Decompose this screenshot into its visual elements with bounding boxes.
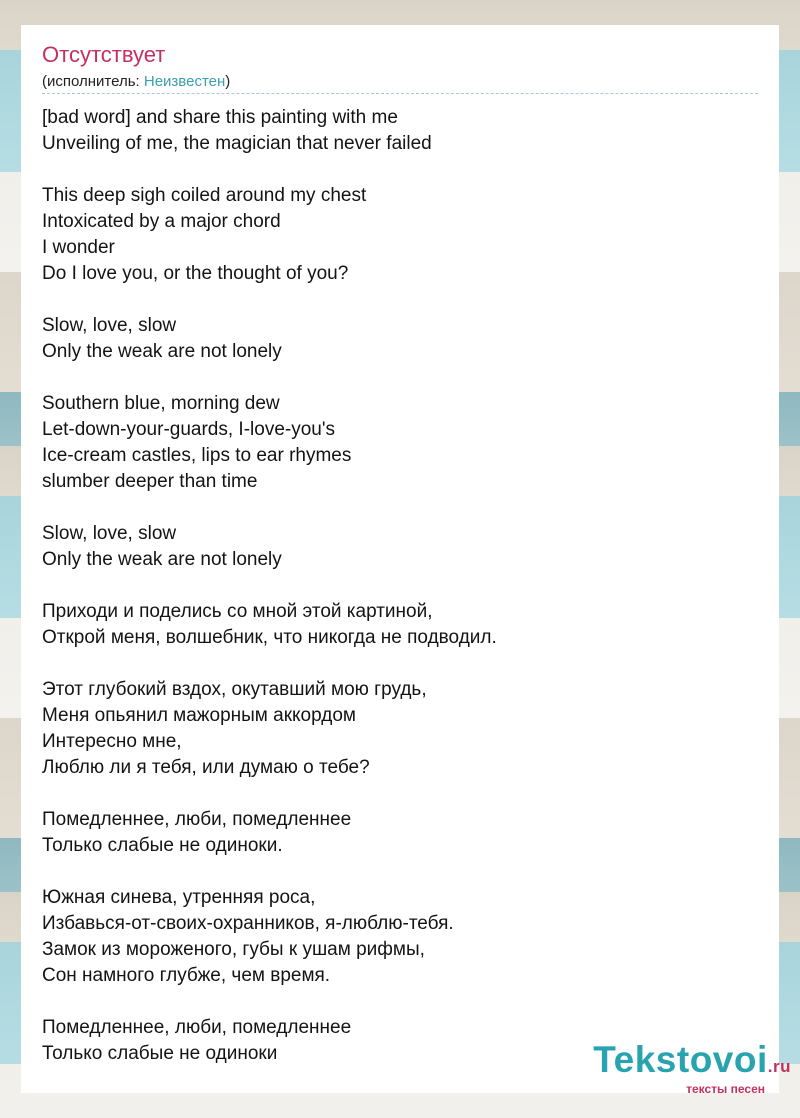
lyric-line: Только слабые не одиноки	[42, 1043, 278, 1064]
lyric-line	[42, 651, 759, 677]
lyric-line: Slow, love, slow	[42, 315, 177, 336]
song-title: Отсутствует	[42, 42, 166, 67]
lyric-line: Помедленнее, люби, помедленнее	[42, 809, 352, 830]
lyric-line: Этот глубокий вздох, окутавший мою грудь,	[42, 679, 427, 700]
lyric-line: Интересно мне,	[42, 731, 182, 752]
lyric-line	[42, 573, 759, 599]
lyric-line: Замок из мороженого, губы к ушам рифмы,	[42, 939, 425, 960]
logo-tld: .ru	[767, 1057, 791, 1076]
logo-tagline: тексты песен	[686, 1082, 765, 1096]
lyric-line: Сон намного глубже, чем время.	[42, 965, 331, 986]
lyric-line: Ice-cream castles, lips to ear rhymes	[42, 445, 352, 466]
artist-link[interactable]: Неизвестен	[143, 73, 226, 90]
lyric-line: Do I love you, or the thought of you?	[42, 263, 349, 284]
lyrics-card	[21, 25, 779, 1093]
lyric-line	[42, 495, 759, 521]
lyric-line: Only the weak are not lonely	[42, 549, 282, 570]
lyric-line: Помедленнее, люби, помедленнее	[42, 1017, 352, 1038]
lyric-line: Intoxicated by a major chord	[42, 211, 281, 232]
lyric-line: [bad word] and share this painting with me	[42, 107, 398, 128]
site-logo[interactable]	[593, 1041, 791, 1096]
artist-suffix: )	[225, 73, 231, 90]
lyric-line	[42, 989, 759, 1015]
lyric-line	[42, 287, 759, 313]
lyric-line: Приходи и поделись со мной этой картиной,	[42, 601, 433, 622]
lyric-line: I wonder	[42, 237, 115, 258]
lyric-line: Меня опьянил мажорным аккордом	[42, 705, 356, 726]
lyric-line: Люблю ли я тебя, или думаю о тебе?	[42, 757, 370, 778]
lyric-line: Избавься-от-своих-охранников, я-люблю-тебя.	[42, 913, 454, 934]
lyric-line	[42, 859, 759, 885]
lyrics-body	[42, 105, 759, 1067]
lyric-line: Only the weak are not lonely	[42, 341, 282, 362]
lyric-line	[42, 157, 759, 183]
lyric-line: Южная синева, утренняя роса,	[42, 887, 316, 908]
lyric-line: Southern blue, morning dew	[42, 393, 280, 414]
logo-name: Tekstovoi	[593, 1039, 768, 1080]
artist-prefix: (исполнитель:	[42, 73, 144, 90]
lyric-line: This deep sigh coiled around my chest	[42, 185, 367, 206]
lyric-line: Открой меня, волшебник, что никогда не подводил.	[42, 627, 497, 648]
artist-line	[42, 73, 230, 90]
lyric-line: Unveiling of me, the magician that never failed	[42, 133, 432, 154]
lyric-line	[42, 365, 759, 391]
lyric-line: Let-down-your-guards, I-love-you's	[42, 419, 335, 440]
lyric-line: slumber deeper than time	[42, 471, 258, 492]
lyric-line	[42, 781, 759, 807]
title-divider	[42, 93, 758, 94]
lyric-line: Только слабые не одиноки.	[42, 835, 283, 856]
lyric-line: Slow, love, slow	[42, 523, 177, 544]
